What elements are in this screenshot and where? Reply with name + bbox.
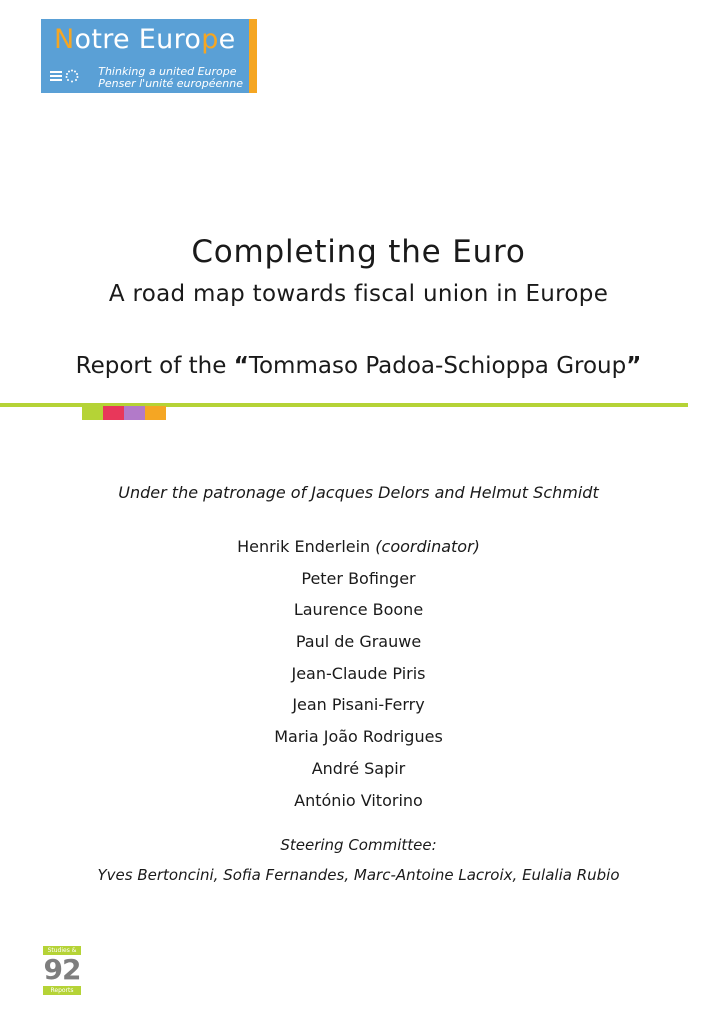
author-name: Jean-Claude Piris	[291, 663, 426, 683]
logo-orange-bar	[249, 19, 257, 93]
steering-committee-label: Steering Committee:	[280, 836, 437, 854]
badge-top-label: Studies &	[43, 946, 81, 955]
red-block	[103, 406, 124, 420]
logo-tagline	[98, 66, 243, 90]
green-block	[82, 406, 103, 420]
author-list	[0, 536, 717, 821]
purple-block	[124, 406, 145, 420]
badge-number: 92	[43, 953, 81, 986]
author-name: Paul de Grauwe	[295, 632, 422, 652]
logo-tagline-en: Thinking a united Europe	[98, 65, 237, 78]
page-subtitle: A road map towards fiscal union in Europe	[108, 281, 609, 307]
author-name: Jean Pisani-Ferry	[292, 695, 425, 715]
page-title: Completing the Euro	[191, 234, 526, 270]
author-role: (coordinator)	[375, 537, 480, 556]
patronage-line: Under the patronage of Jacques Delors and Helmut Schmidt	[118, 483, 599, 502]
author-name: António Vitorino	[294, 790, 423, 810]
notre-europe-logo	[41, 19, 257, 93]
eu-stars-icon	[65, 69, 79, 83]
author-name: Laurence Boone	[293, 600, 424, 620]
author-name: Henrik Enderlein (coordinator)	[237, 537, 480, 556]
studies-reports-badge	[43, 946, 81, 996]
orange-block	[145, 406, 166, 420]
author-name: Peter Bofinger	[301, 568, 416, 588]
document-lines-icon	[49, 69, 63, 83]
badge-bottom-label: Reports	[43, 986, 81, 995]
logo-tagline-fr: Penser l'unité européenne	[98, 77, 243, 90]
author-name: André Sapir	[311, 758, 406, 778]
steering-committee-members: Yves Bertoncini, Sofia Fernandes, Marc-Antoine Lacroix, Eulalia Rubio	[97, 866, 620, 884]
logo-wordmark: Notre Europe	[54, 24, 236, 55]
report-heading: Report of the “Tommaso Padoa-Schioppa Group”	[75, 353, 642, 379]
color-blocks	[82, 406, 166, 420]
author-name: Maria João Rodrigues	[274, 727, 443, 747]
